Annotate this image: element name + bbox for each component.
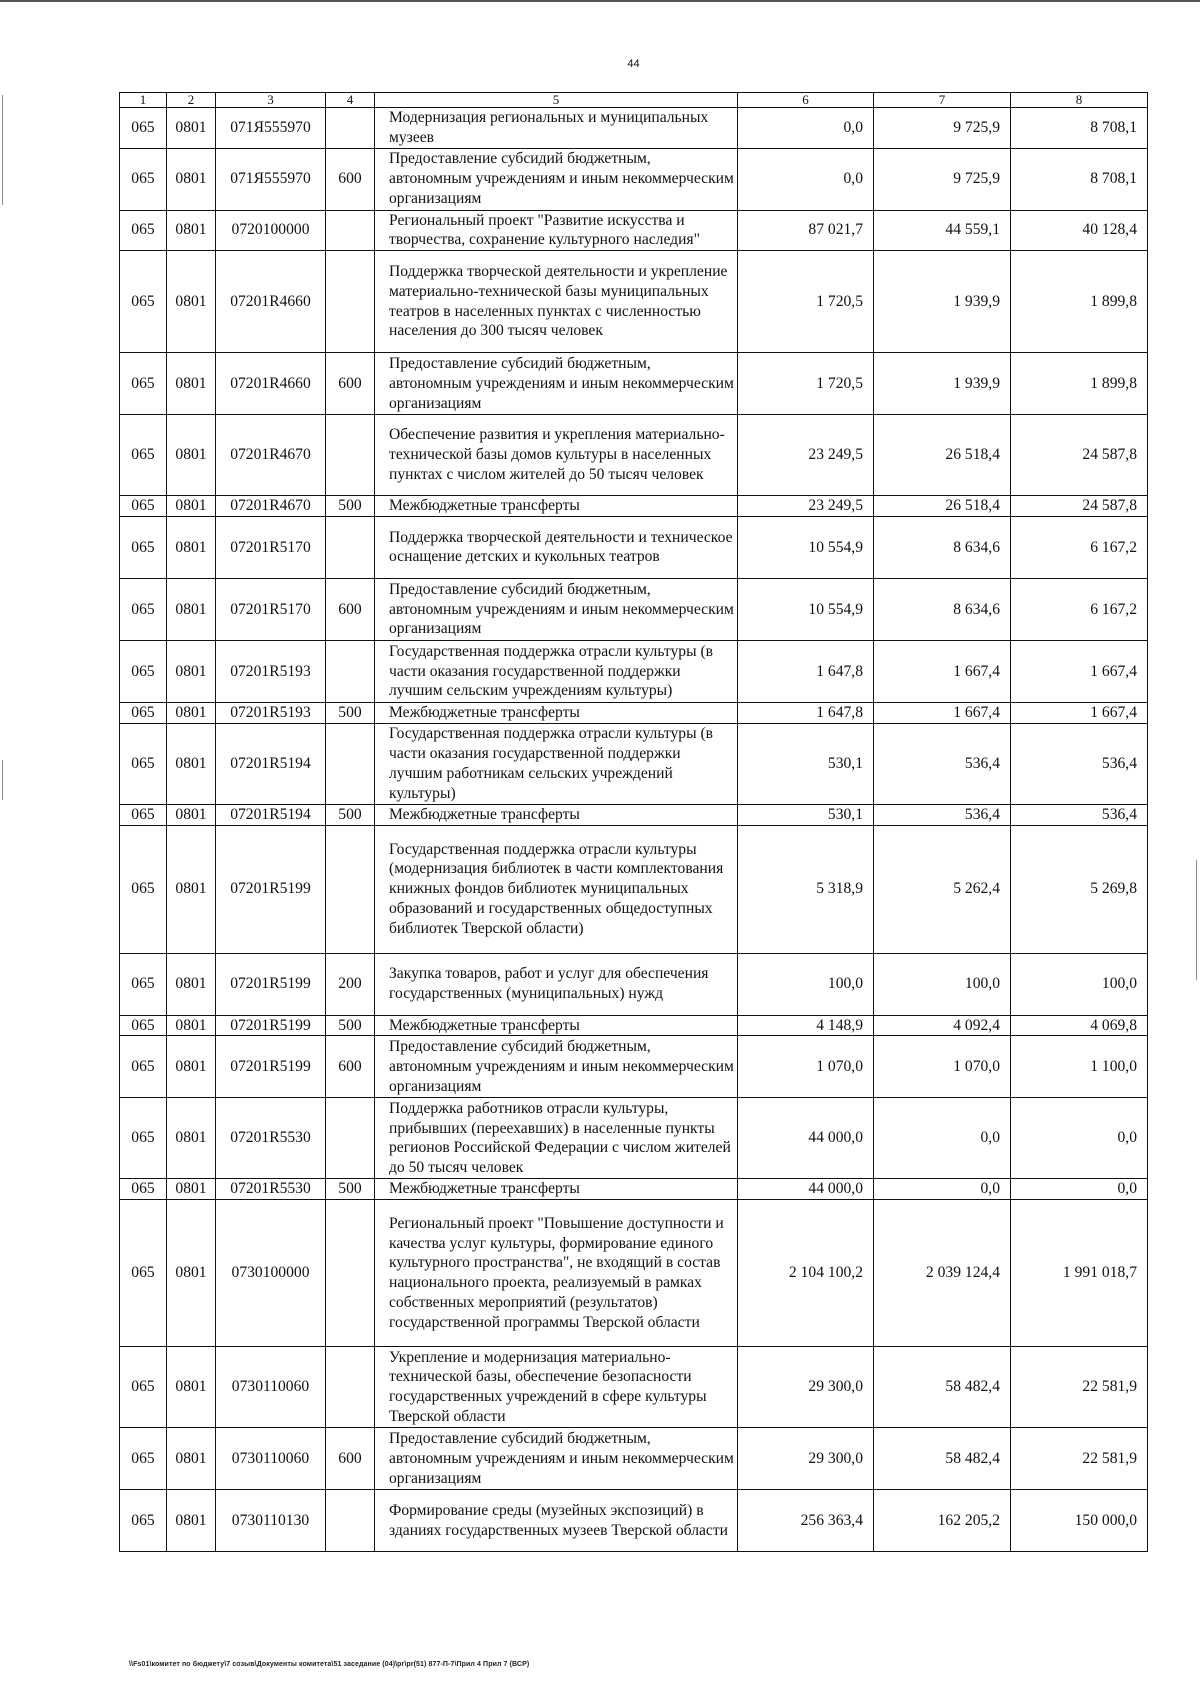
amount-col-7: 4 092,4	[874, 1015, 1011, 1036]
table-row	[120, 578, 1148, 640]
item-name: Государственная поддержка отрасли культуры (модернизация библиотек в части комплектования книжных фондов библиотек муниципальных образований и государственных общедоступных библиотек Тверской области)	[375, 825, 738, 953]
admin-code: 065	[120, 1347, 167, 1428]
amount-col-7: 44 559,1	[874, 210, 1011, 251]
item-name: Межбюджетные трансферты	[375, 1015, 738, 1036]
expense-type-code	[326, 251, 375, 353]
expense-type-code	[326, 825, 375, 953]
section-code: 0801	[167, 1347, 216, 1428]
expense-type-code: 600	[326, 148, 375, 210]
admin-code: 065	[120, 1200, 167, 1347]
expense-type-code: 500	[326, 1179, 375, 1200]
amount-col-7: 162 205,2	[874, 1490, 1011, 1552]
target-article-code: 07201R5194	[216, 804, 326, 825]
amount-col-6: 23 249,5	[738, 496, 874, 517]
amount-col-8: 1 991 018,7	[1011, 1200, 1148, 1347]
section-code: 0801	[167, 496, 216, 517]
amount-col-8: 0,0	[1011, 1179, 1148, 1200]
section-code: 0801	[167, 578, 216, 640]
section-code: 0801	[167, 825, 216, 953]
admin-code: 065	[120, 953, 167, 1015]
table-row	[120, 702, 1148, 723]
expense-type-code	[326, 108, 375, 149]
expense-type-code: 500	[326, 496, 375, 517]
expense-type-code	[326, 1347, 375, 1428]
amount-col-8: 150 000,0	[1011, 1490, 1148, 1552]
expense-type-code	[326, 210, 375, 251]
amount-col-7: 26 518,4	[874, 415, 1011, 496]
table-row	[120, 148, 1148, 210]
budget-table	[119, 92, 1148, 1552]
amount-col-7: 1 939,9	[874, 251, 1011, 353]
amount-col-8: 22 581,9	[1011, 1428, 1148, 1490]
amount-col-8: 1 899,8	[1011, 251, 1148, 353]
column-number: 6	[738, 93, 874, 108]
target-article-code: 07201R4660	[216, 353, 326, 415]
item-name: Модернизация региональных и муниципальных музеев	[375, 108, 738, 149]
item-name: Государственная поддержка отрасли культуры (в части оказания государственной поддержки лучшим сельским учреждениям культуры)	[375, 640, 738, 702]
target-article-code: 07201R5170	[216, 516, 326, 578]
amount-col-6: 44 000,0	[738, 1098, 874, 1179]
item-name: Межбюджетные трансферты	[375, 702, 738, 723]
target-article-code: 0730100000	[216, 1200, 326, 1347]
item-name: Укрепление и модернизация материально-технической базы, обеспечение безопасности государственных учреждений в сфере культуры Тверской области	[375, 1347, 738, 1428]
item-name: Поддержка работников отрасли культуры, прибывших (переехавших) в населенные пункты регионов Российской Федерации с числом жителей до 50 тысяч человек	[375, 1098, 738, 1179]
target-article-code: 07201R5530	[216, 1098, 326, 1179]
document-file-path: \\Fs01\комитет по бюджету\7 созыв\Документы комитета\51 заседание (04)\pr\pr(51) 877-П-7\Прил 4 Прил 7 (ВСР)	[129, 1661, 530, 1668]
amount-col-8: 536,4	[1011, 723, 1148, 804]
target-article-code: 07201R4660	[216, 251, 326, 353]
amount-col-6: 0,0	[738, 148, 874, 210]
target-article-code: 071Я555970	[216, 108, 326, 149]
admin-code: 065	[120, 353, 167, 415]
amount-col-6: 87 021,7	[738, 210, 874, 251]
column-number: 2	[167, 93, 216, 108]
item-name: Предоставление субсидий бюджетным, автономным учреждениям и иным некоммерческим организациям	[375, 353, 738, 415]
expense-type-code: 500	[326, 804, 375, 825]
amount-col-8: 4 069,8	[1011, 1015, 1148, 1036]
admin-code: 065	[120, 702, 167, 723]
expense-type-code	[326, 1200, 375, 1347]
section-code: 0801	[167, 953, 216, 1015]
amount-col-7: 9 725,9	[874, 108, 1011, 149]
admin-code: 065	[120, 516, 167, 578]
expense-type-code	[326, 516, 375, 578]
section-code: 0801	[167, 804, 216, 825]
table-row	[120, 353, 1148, 415]
admin-code: 065	[120, 723, 167, 804]
amount-col-8: 8 708,1	[1011, 108, 1148, 149]
expense-type-code: 200	[326, 953, 375, 1015]
amount-col-8: 6 167,2	[1011, 516, 1148, 578]
amount-col-6: 2 104 100,2	[738, 1200, 874, 1347]
table-row	[120, 251, 1148, 353]
section-code: 0801	[167, 702, 216, 723]
table-body	[120, 93, 1148, 1552]
admin-code: 065	[120, 251, 167, 353]
table-row	[120, 640, 1148, 702]
amount-col-7: 8 634,6	[874, 578, 1011, 640]
table-row	[120, 1179, 1148, 1200]
table-row	[120, 210, 1148, 251]
section-code: 0801	[167, 1428, 216, 1490]
page-number: 44	[627, 58, 640, 70]
section-code: 0801	[167, 1490, 216, 1552]
expense-type-code: 500	[326, 1015, 375, 1036]
expense-type-code: 600	[326, 578, 375, 640]
target-article-code: 0730110060	[216, 1347, 326, 1428]
section-code: 0801	[167, 108, 216, 149]
admin-code: 065	[120, 496, 167, 517]
admin-code: 065	[120, 578, 167, 640]
amount-col-6: 530,1	[738, 804, 874, 825]
section-code: 0801	[167, 415, 216, 496]
amount-col-6: 530,1	[738, 723, 874, 804]
target-article-code: 0730110060	[216, 1428, 326, 1490]
amount-col-6: 1 070,0	[738, 1036, 874, 1098]
amount-col-8: 1 100,0	[1011, 1036, 1148, 1098]
amount-col-7: 58 482,4	[874, 1428, 1011, 1490]
section-code: 0801	[167, 723, 216, 804]
item-name: Предоставление субсидий бюджетным, автономным учреждениям и иным некоммерческим организациям	[375, 1428, 738, 1490]
amount-col-8: 0,0	[1011, 1098, 1148, 1179]
amount-col-8: 24 587,8	[1011, 496, 1148, 517]
target-article-code: 071Я555970	[216, 148, 326, 210]
amount-col-8: 22 581,9	[1011, 1347, 1148, 1428]
amount-col-6: 0,0	[738, 108, 874, 149]
admin-code: 065	[120, 825, 167, 953]
item-name: Предоставление субсидий бюджетным, автономным учреждениям и иным некоммерческим организациям	[375, 1036, 738, 1098]
admin-code: 065	[120, 1015, 167, 1036]
section-code: 0801	[167, 516, 216, 578]
expense-type-code: 600	[326, 1036, 375, 1098]
amount-col-7: 536,4	[874, 723, 1011, 804]
amount-col-6: 10 554,9	[738, 578, 874, 640]
section-code: 0801	[167, 1098, 216, 1179]
table-row	[120, 804, 1148, 825]
expense-type-code: 600	[326, 1428, 375, 1490]
expense-type-code: 600	[326, 353, 375, 415]
target-article-code: 0730110130	[216, 1490, 326, 1552]
target-article-code: 07201R5193	[216, 702, 326, 723]
expense-type-code: 500	[326, 702, 375, 723]
admin-code: 065	[120, 210, 167, 251]
amount-col-8: 8 708,1	[1011, 148, 1148, 210]
target-article-code: 07201R5199	[216, 1015, 326, 1036]
section-code: 0801	[167, 353, 216, 415]
table-row	[120, 1490, 1148, 1552]
item-name: Поддержка творческой деятельности и техническое оснащение детских и кукольных театров	[375, 516, 738, 578]
admin-code: 065	[120, 1036, 167, 1098]
amount-col-6: 10 554,9	[738, 516, 874, 578]
target-article-code: 07201R5199	[216, 1036, 326, 1098]
section-code: 0801	[167, 640, 216, 702]
amount-col-6: 1 647,8	[738, 702, 874, 723]
admin-code: 065	[120, 148, 167, 210]
table-row	[120, 825, 1148, 953]
table-row	[120, 1347, 1148, 1428]
amount-col-7: 1 070,0	[874, 1036, 1011, 1098]
item-name: Обеспечение развития и укрепления материально-технической базы домов культуры в населенных пунктах с числом жителей до 50 тысяч человек	[375, 415, 738, 496]
section-code: 0801	[167, 1036, 216, 1098]
scan-edge-mark	[2, 95, 3, 205]
table-row	[120, 108, 1148, 149]
page-top-border	[0, 0, 1200, 2]
amount-col-6: 29 300,0	[738, 1428, 874, 1490]
amount-col-7: 8 634,6	[874, 516, 1011, 578]
amount-col-6: 100,0	[738, 953, 874, 1015]
table-row	[120, 415, 1148, 496]
admin-code: 065	[120, 108, 167, 149]
amount-col-7: 0,0	[874, 1098, 1011, 1179]
target-article-code: 07201R5530	[216, 1179, 326, 1200]
expense-type-code	[326, 415, 375, 496]
target-article-code: 07201R4670	[216, 415, 326, 496]
amount-col-7: 100,0	[874, 953, 1011, 1015]
item-name: Региональный проект "Повышение доступности и качества услуг культуры, формирование единого культурного пространства", не входящий в состав национального проекта, реализуемый в рамках собственных мероприятий (результатов) государственной программы Тверской области	[375, 1200, 738, 1347]
column-number: 4	[326, 93, 375, 108]
target-article-code: 07201R5170	[216, 578, 326, 640]
expense-type-code	[326, 1098, 375, 1179]
item-name: Предоставление субсидий бюджетным, автономным учреждениям и иным некоммерческим организациям	[375, 578, 738, 640]
target-article-code: 07201R4670	[216, 496, 326, 517]
column-number: 5	[375, 93, 738, 108]
admin-code: 065	[120, 1490, 167, 1552]
amount-col-7: 1 939,9	[874, 353, 1011, 415]
item-name: Межбюджетные трансферты	[375, 1179, 738, 1200]
item-name: Государственная поддержка отрасли культуры (в части оказания государственной поддержки лучшим работникам сельских учреждений культуры)	[375, 723, 738, 804]
amount-col-6: 29 300,0	[738, 1347, 874, 1428]
amount-col-6: 1 720,5	[738, 251, 874, 353]
scan-edge-mark	[2, 760, 3, 800]
amount-col-8: 40 128,4	[1011, 210, 1148, 251]
table-row	[120, 1428, 1148, 1490]
amount-col-7: 26 518,4	[874, 496, 1011, 517]
amount-col-7: 1 667,4	[874, 640, 1011, 702]
target-article-code: 0720100000	[216, 210, 326, 251]
expense-type-code	[326, 640, 375, 702]
admin-code: 065	[120, 1179, 167, 1200]
amount-col-6: 44 000,0	[738, 1179, 874, 1200]
item-name: Межбюджетные трансферты	[375, 496, 738, 517]
section-code: 0801	[167, 1015, 216, 1036]
amount-col-8: 6 167,2	[1011, 578, 1148, 640]
admin-code: 065	[120, 415, 167, 496]
table-row	[120, 723, 1148, 804]
target-article-code: 07201R5193	[216, 640, 326, 702]
item-name: Региональный проект "Развитие искусства и творчества, сохранение культурного наследия"	[375, 210, 738, 251]
scan-edge-mark	[1196, 860, 1197, 980]
section-code: 0801	[167, 1179, 216, 1200]
amount-col-7: 0,0	[874, 1179, 1011, 1200]
target-article-code: 07201R5194	[216, 723, 326, 804]
admin-code: 065	[120, 640, 167, 702]
amount-col-6: 1 647,8	[738, 640, 874, 702]
expense-type-code	[326, 723, 375, 804]
table-row	[120, 496, 1148, 517]
item-name: Поддержка творческой деятельности и укрепление материально-технической базы муниципальных театров в населенных пунктах с численностью населения до 300 тысяч человек	[375, 251, 738, 353]
section-code: 0801	[167, 148, 216, 210]
amount-col-7: 58 482,4	[874, 1347, 1011, 1428]
column-number: 1	[120, 93, 167, 108]
admin-code: 065	[120, 804, 167, 825]
column-number-row	[120, 93, 1148, 108]
table-row	[120, 1036, 1148, 1098]
amount-col-8: 1 899,8	[1011, 353, 1148, 415]
amount-col-7: 5 262,4	[874, 825, 1011, 953]
item-name: Формирование среды (музейных экспозиций) в зданиях государственных музеев Тверской области	[375, 1490, 738, 1552]
target-article-code: 07201R5199	[216, 953, 326, 1015]
section-code: 0801	[167, 1200, 216, 1347]
table-row	[120, 1098, 1148, 1179]
table-row	[120, 1015, 1148, 1036]
amount-col-8: 1 667,4	[1011, 702, 1148, 723]
amount-col-6: 256 363,4	[738, 1490, 874, 1552]
column-number: 3	[216, 93, 326, 108]
table-row	[120, 1200, 1148, 1347]
section-code: 0801	[167, 210, 216, 251]
amount-col-8: 5 269,8	[1011, 825, 1148, 953]
table-row	[120, 516, 1148, 578]
column-number: 8	[1011, 93, 1148, 108]
admin-code: 065	[120, 1098, 167, 1179]
amount-col-7: 9 725,9	[874, 148, 1011, 210]
item-name: Предоставление субсидий бюджетным, автономным учреждениям и иным некоммерческим организациям	[375, 148, 738, 210]
amount-col-6: 1 720,5	[738, 353, 874, 415]
amount-col-6: 4 148,9	[738, 1015, 874, 1036]
amount-col-8: 1 667,4	[1011, 640, 1148, 702]
admin-code: 065	[120, 1428, 167, 1490]
table-row	[120, 953, 1148, 1015]
amount-col-8: 24 587,8	[1011, 415, 1148, 496]
amount-col-8: 536,4	[1011, 804, 1148, 825]
amount-col-7: 1 667,4	[874, 702, 1011, 723]
amount-col-6: 23 249,5	[738, 415, 874, 496]
item-name: Межбюджетные трансферты	[375, 804, 738, 825]
amount-col-7: 2 039 124,4	[874, 1200, 1011, 1347]
item-name: Закупка товаров, работ и услуг для обеспечения государственных (муниципальных) нужд	[375, 953, 738, 1015]
target-article-code: 07201R5199	[216, 825, 326, 953]
section-code: 0801	[167, 251, 216, 353]
column-number: 7	[874, 93, 1011, 108]
amount-col-7: 536,4	[874, 804, 1011, 825]
amount-col-6: 5 318,9	[738, 825, 874, 953]
amount-col-8: 100,0	[1011, 953, 1148, 1015]
expense-type-code	[326, 1490, 375, 1552]
